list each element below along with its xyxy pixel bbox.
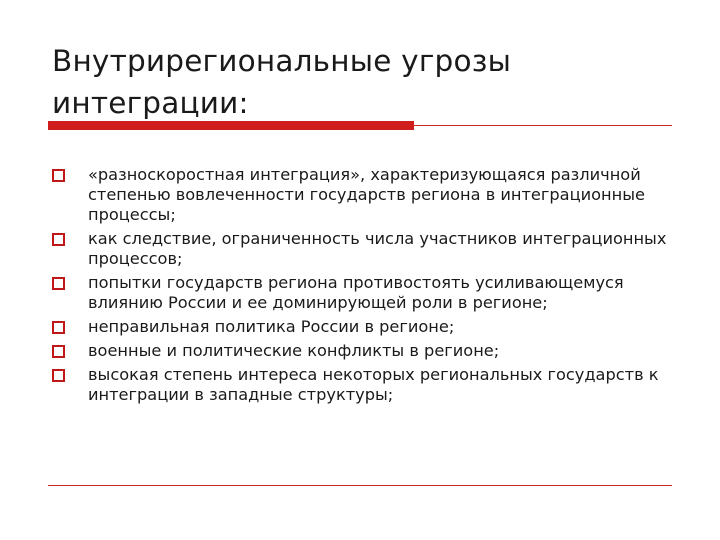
bullet-text: военные и политические конфликты в регионе; bbox=[88, 341, 500, 360]
footer-divider bbox=[48, 485, 672, 486]
slide-title bbox=[52, 40, 672, 124]
title-divider bbox=[48, 121, 672, 130]
bullet-item bbox=[52, 229, 672, 269]
bullet-item bbox=[52, 341, 672, 361]
square-bullet-icon bbox=[52, 345, 65, 358]
bullet-text: как следствие, ограниченность числа участников интеграционных процессов; bbox=[88, 229, 667, 268]
bullet-text: попытки государств региона противостоять усиливающемуся влиянию России и ее доминирующей роли в регионе; bbox=[88, 273, 624, 312]
slide-title-line-1: Внутрирегиональные угрозы bbox=[52, 44, 512, 78]
title-divider-accent bbox=[48, 121, 414, 130]
slide-title-line-2: интеграции: bbox=[52, 86, 249, 120]
square-bullet-icon bbox=[52, 233, 65, 246]
square-bullet-icon bbox=[52, 369, 65, 382]
bullet-list bbox=[52, 165, 672, 409]
square-bullet-icon bbox=[52, 169, 65, 182]
bullet-item bbox=[52, 317, 672, 337]
bullet-text: «разноскоростная интеграция», характеризующаяся различной степенью вовлеченности государств региона в интеграционные процессы; bbox=[88, 165, 645, 224]
bullet-text: неправильная политика России в регионе; bbox=[88, 317, 455, 336]
square-bullet-icon bbox=[52, 321, 65, 334]
bullet-text: высокая степень интереса некоторых региональных государств к интеграции в западные структуры; bbox=[88, 365, 659, 404]
bullet-item bbox=[52, 165, 672, 225]
bullet-item bbox=[52, 273, 672, 313]
bullet-item bbox=[52, 365, 672, 405]
square-bullet-icon bbox=[52, 277, 65, 290]
